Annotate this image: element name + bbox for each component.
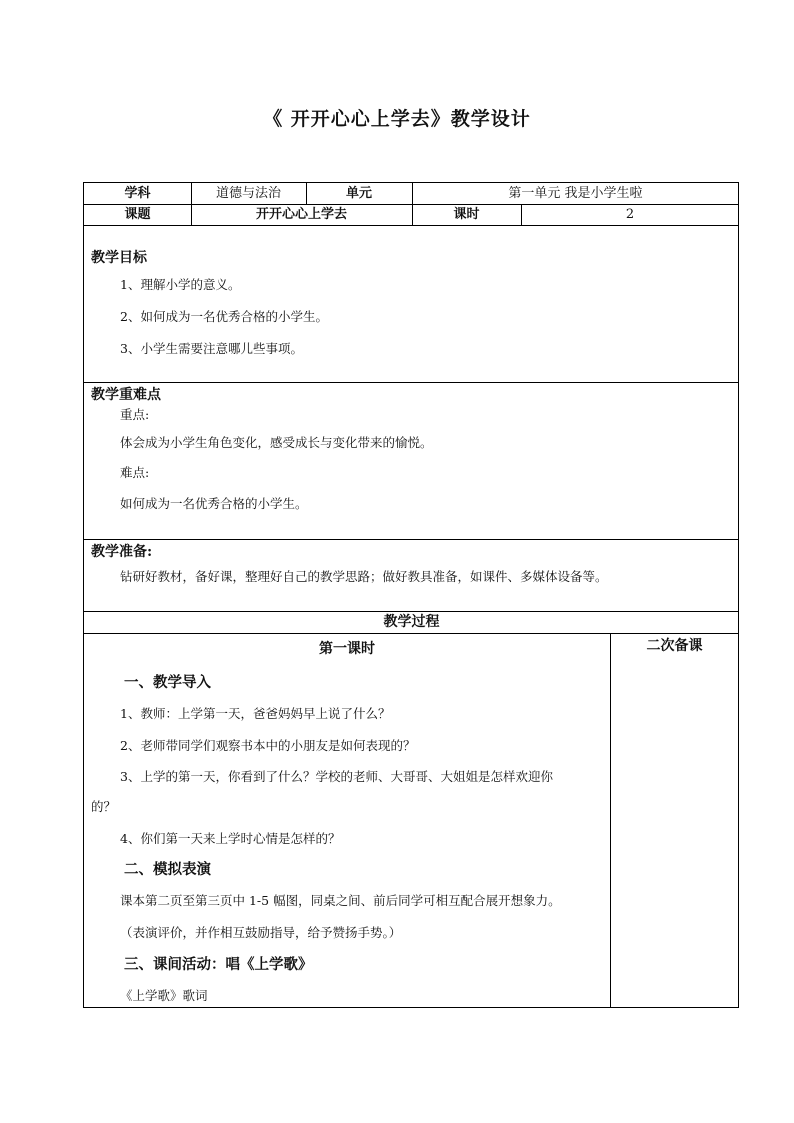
process-item: 课本第二页至第三页中 1-5 幅图，同桌之间、前后同学可相互配合展开想象力。 — [120, 893, 561, 908]
preparation-heading: 教学准备: — [91, 544, 153, 560]
subject-label: 学科 — [124, 186, 151, 201]
row-divider — [84, 382, 738, 383]
objective-item: 3、小学生需要注意哪儿些事项。 — [120, 341, 303, 356]
process-item: （表演评价，并作相互鼓励指导，给予赞扬手势。） — [120, 925, 402, 940]
section-roleplay-heading: 二、模拟表演 — [124, 861, 211, 878]
hours-label: 课时 — [453, 207, 480, 222]
section-activity-heading: 三、课间活动：唱《上学歌》 — [124, 956, 313, 973]
topic-value: 开开心心上学去 — [255, 207, 347, 222]
topic-label: 课题 — [124, 207, 151, 222]
difficult-label: 难点: — [120, 465, 150, 480]
row-divider — [84, 633, 738, 634]
hours-value: 2 — [625, 207, 635, 222]
process-item: 4、你们第一天来上学时心情是怎样的？ — [120, 831, 341, 846]
row-divider — [84, 225, 738, 226]
process-item: 2、老师带同学们观察书本中的小朋友是如何表现的？ — [120, 738, 416, 753]
process-item: 3、上学的第一天，你看到了什么？学校的老师、大哥哥、大姐姐是怎样欢迎你 — [120, 769, 553, 784]
process-item: 的？ — [91, 799, 117, 814]
difficult-text: 如何成为一名优秀合格的小学生。 — [120, 496, 308, 511]
process-item: 1、教师：上学第一天，爸爸妈妈早上说了什么？ — [120, 706, 391, 721]
process-heading: 教学过程 — [383, 614, 440, 630]
secondary-prep-heading: 二次备课 — [646, 638, 703, 654]
subject-value: 道德与法治 — [215, 186, 281, 201]
objective-item: 1、理解小学的意义。 — [120, 277, 241, 292]
row-divider — [84, 539, 738, 540]
lesson-plan-table — [83, 182, 739, 1008]
process-item: 《上学歌》歌词 — [120, 988, 208, 1003]
document-title: 《 开开心心上学去》教学设计 — [263, 108, 531, 130]
unit-value: 第一单元 我是小学生啦 — [508, 186, 643, 201]
unit-label: 单元 — [345, 186, 372, 201]
objective-item: 2、如何成为一名优秀合格的小学生。 — [120, 309, 328, 324]
col-divider — [610, 633, 611, 1008]
section-intro-heading: 一、教学导入 — [124, 674, 211, 691]
key-text: 体会成为小学生角色变化，感受成长与变化带来的愉悦。 — [120, 435, 433, 450]
objectives-heading: 教学目标 — [91, 250, 147, 266]
lesson-title: 第一课时 — [319, 641, 375, 657]
preparation-text: 钻研好教材，备好课，整理好自己的教学思路；做好教具准备，如课件、多媒体设备等。 — [120, 569, 608, 584]
key-points-heading: 教学重难点 — [91, 387, 161, 403]
key-label: 重点: — [120, 407, 150, 422]
